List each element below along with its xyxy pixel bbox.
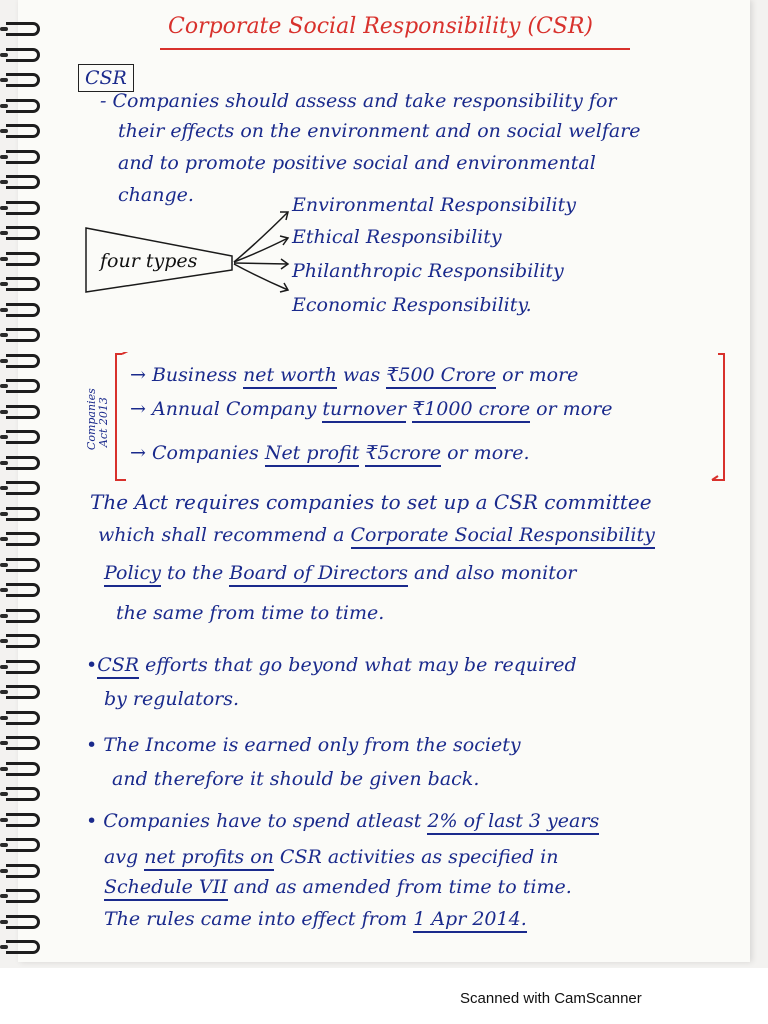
spiral-coil xyxy=(6,430,40,444)
spiral-coil xyxy=(6,915,40,929)
spiral-coil xyxy=(6,558,40,572)
types-label: four types xyxy=(100,250,198,272)
act-criterion-2: → Annual Company turnover ₹1000 crore or more xyxy=(130,400,612,419)
bullet-2-line-1: • The Income is earned only from the society xyxy=(86,734,521,756)
spiral-coil xyxy=(6,507,40,521)
spiral-coil xyxy=(6,22,40,36)
act-label-line-2: Act 2013 xyxy=(97,397,110,448)
spiral-coil xyxy=(6,532,40,546)
intro-line-2: their effects on the environment and on social welfare xyxy=(118,120,641,142)
spiral-coil xyxy=(6,889,40,903)
spiral-coil xyxy=(6,226,40,240)
act-para-line-3: Policy to the Board of Directors and also monitor xyxy=(104,564,576,583)
act-para-line-4: the same from time to time. xyxy=(116,602,385,624)
intro-line-4: change. xyxy=(118,184,194,206)
spiral-coil xyxy=(6,762,40,776)
spiral-coil xyxy=(6,736,40,750)
spiral-coil xyxy=(6,354,40,368)
intro-line-1: - Companies should assess and take responsibility for xyxy=(100,90,617,112)
spiral-coil xyxy=(6,609,40,623)
act-criterion-1: → Business net worth was ₹500 Crore or more xyxy=(130,366,578,385)
spiral-coil xyxy=(6,99,40,113)
bullet-3-line-1: • Companies have to spend atleast 2% of last 3 years xyxy=(86,812,599,831)
spiral-coil xyxy=(6,711,40,725)
type-item-environmental: Environmental Responsibility xyxy=(292,194,576,216)
bullet-3-line-3: Schedule VII and as amended from time to time. xyxy=(104,878,572,897)
spiral-coil xyxy=(6,277,40,291)
title-underline xyxy=(160,48,630,50)
spiral-coil xyxy=(6,48,40,62)
spiral-coil xyxy=(6,685,40,699)
spiral-coil xyxy=(6,456,40,470)
spiral-coil xyxy=(6,838,40,852)
bullet-1-line-1: •CSR efforts that go beyond what may be required xyxy=(86,656,577,675)
spiral-coil xyxy=(6,328,40,342)
type-item-philanthropic: Philanthropic Responsibility xyxy=(292,260,564,282)
spiral-coil xyxy=(6,634,40,648)
spiral-coil xyxy=(6,864,40,878)
act-para-line-2: which shall recommend a Corporate Social Responsibility xyxy=(98,526,655,545)
spiral-binding xyxy=(0,0,50,968)
spiral-coil xyxy=(6,124,40,138)
spiral-coil xyxy=(6,379,40,393)
arrow-icon: → xyxy=(130,364,146,386)
spiral-coil xyxy=(6,787,40,801)
scanner-watermark: Scanned with CamScanner xyxy=(460,990,642,1007)
bullet-1-line-2: by regulators. xyxy=(104,688,240,710)
spiral-coil xyxy=(6,201,40,215)
arrow-icon: → xyxy=(130,398,146,420)
spiral-coil xyxy=(6,481,40,495)
act-label-line-1: Companies xyxy=(84,388,98,451)
act-criterion-3: → Companies Net profit ₹5crore or more. xyxy=(130,444,530,463)
spiral-coil xyxy=(6,150,40,164)
spiral-coil xyxy=(6,175,40,189)
spiral-coil xyxy=(6,813,40,827)
arrow-icon: → xyxy=(130,442,146,464)
spiral-coil xyxy=(6,583,40,597)
act-para-line-1: The Act requires companies to set up a CSR committee xyxy=(90,490,652,514)
page-title: Corporate Social Responsibility (CSR) xyxy=(168,14,594,39)
bullet-3-line-4: The rules came into effect from 1 Apr 2014. xyxy=(104,910,527,929)
spiral-coil xyxy=(6,660,40,674)
csr-heading-box: CSR xyxy=(78,64,134,92)
spiral-coil xyxy=(6,252,40,266)
intro-line-3: and to promote positive social and environmental xyxy=(118,152,596,174)
companies-act-side-label xyxy=(84,388,110,451)
spiral-coil xyxy=(6,405,40,419)
type-item-ethical: Ethical Responsibility xyxy=(292,226,502,248)
spiral-coil xyxy=(6,940,40,954)
spiral-coil xyxy=(6,73,40,87)
spiral-coil xyxy=(6,303,40,317)
bullet-2-line-2: and therefore it should be given back. xyxy=(112,768,480,790)
types-arrows xyxy=(230,200,294,310)
type-item-economic: Economic Responsibility. xyxy=(292,294,532,316)
bullet-3-line-2: avg net profits on CSR activities as specified in xyxy=(104,848,559,867)
